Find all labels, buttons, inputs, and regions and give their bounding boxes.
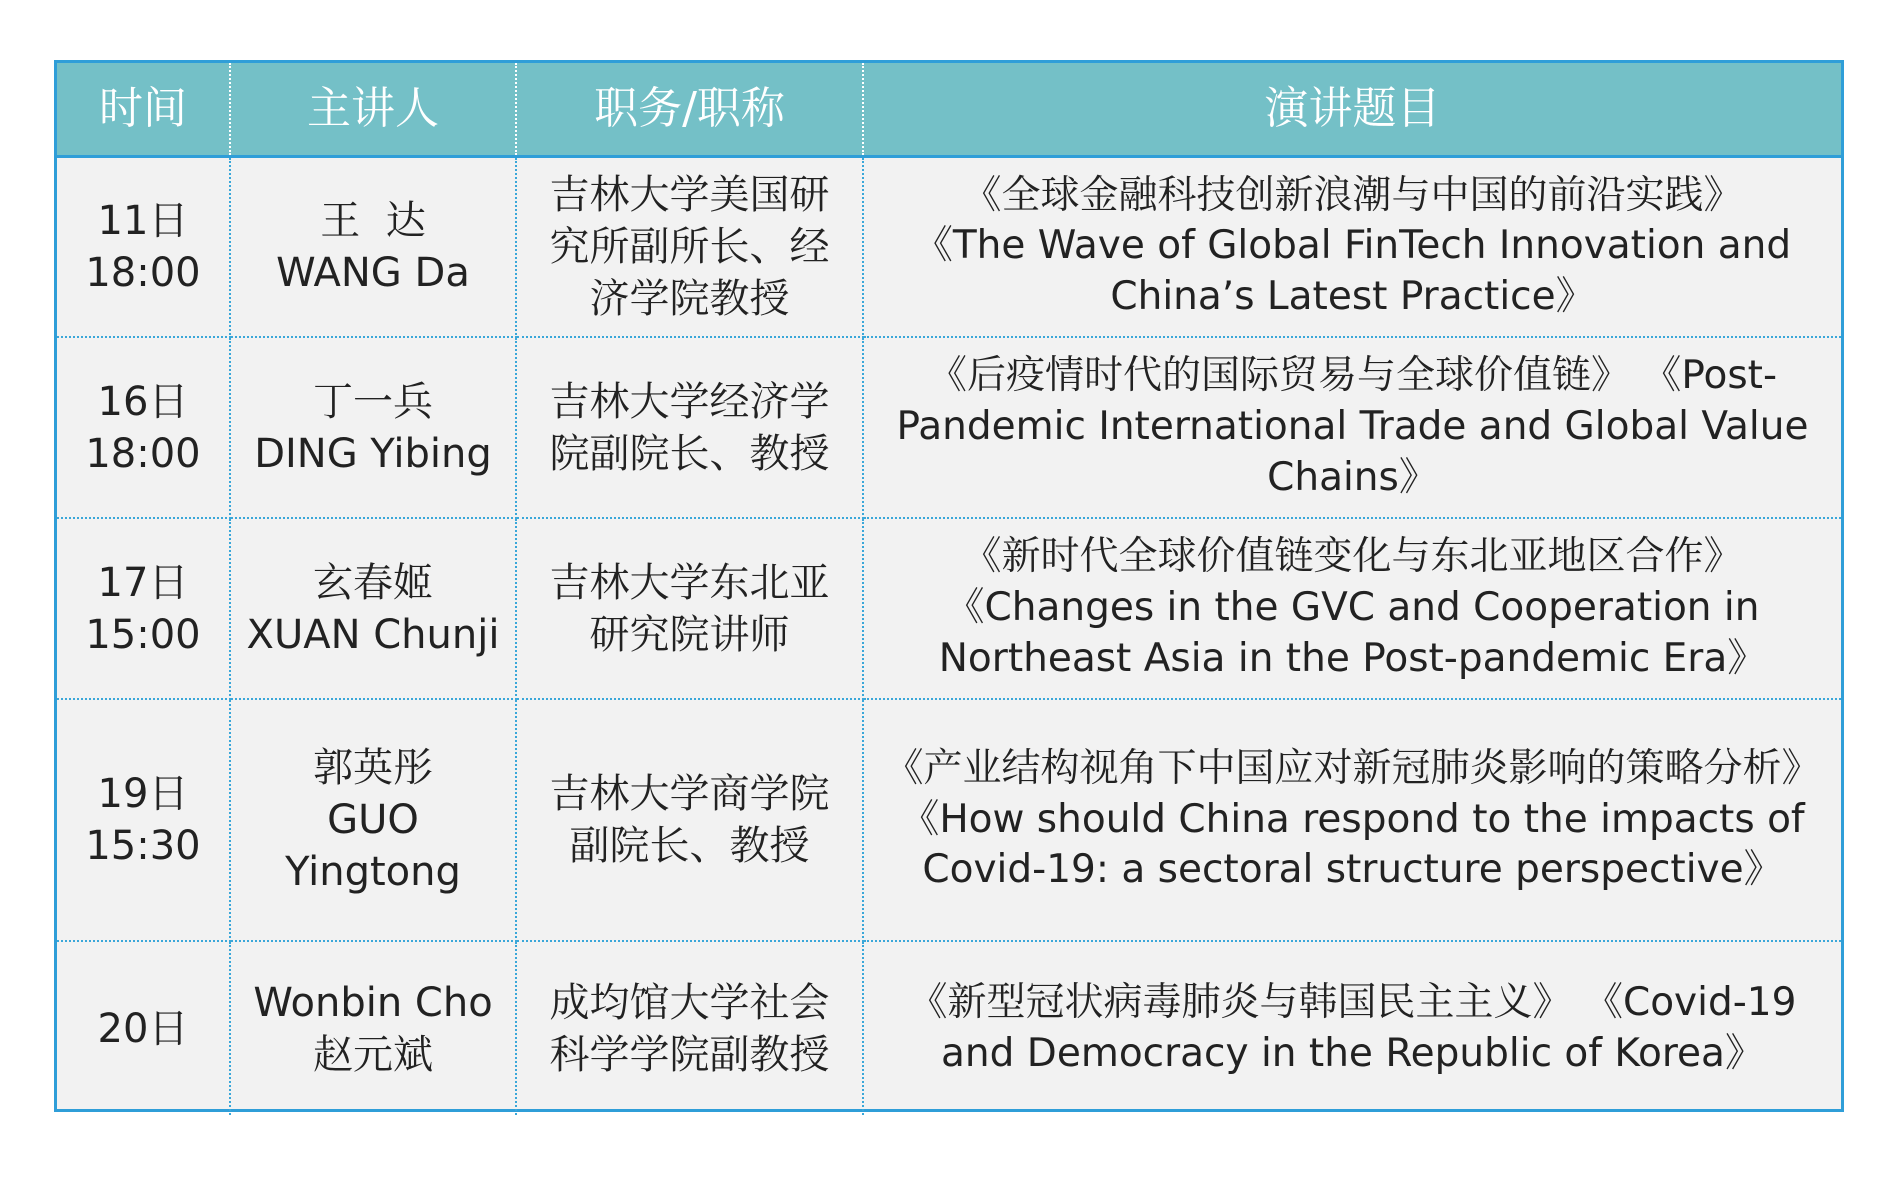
speaker-name-cn: 玄春姬 bbox=[313, 559, 433, 606]
time-text: 15:00 bbox=[85, 611, 201, 658]
position-cell bbox=[516, 699, 863, 941]
speaker-cell bbox=[230, 699, 516, 941]
lecture-schedule-table bbox=[57, 63, 1841, 1115]
topic-cn: 《产业结构视角下中国应对新冠肺炎影响的策略分析》 bbox=[884, 745, 1821, 791]
topic-cell bbox=[863, 941, 1841, 1115]
position-text: 吉林大学东北亚研究院讲师 bbox=[549, 559, 830, 658]
speaker-cell bbox=[230, 156, 516, 337]
topic-cn: 《新时代全球价值链变化与东北亚地区合作》 bbox=[962, 534, 1743, 580]
topic-cn: 《新型冠状病毒肺炎与韩国民主主义》 bbox=[908, 979, 1572, 1025]
topic-en: 《Covid-19 and Democracy in the Republic of Korea》 bbox=[941, 979, 1797, 1076]
date-text: 19日 bbox=[97, 771, 189, 817]
speaker-name-en: Wonbin Cho bbox=[253, 979, 493, 1026]
table-row bbox=[57, 337, 1841, 518]
topic-en: 《The Wave of Global FinTech Innovation and China’s Latest Practice》 bbox=[913, 223, 1792, 320]
time-text: 18:00 bbox=[85, 430, 201, 477]
time-text: 15:30 bbox=[85, 823, 201, 869]
time-cell bbox=[57, 337, 230, 518]
table-row bbox=[57, 699, 1841, 941]
table-header bbox=[57, 63, 1841, 156]
time-cell bbox=[57, 156, 230, 337]
topic-cn: 《后疫情时代的国际贸易与全球价值链》 bbox=[927, 353, 1630, 399]
date-text: 11日 bbox=[97, 197, 189, 244]
position-cell bbox=[516, 518, 863, 699]
position-text: 吉林大学经济学院副院长、教授 bbox=[549, 378, 830, 477]
speaker-name-en: DING Yibing bbox=[254, 430, 492, 477]
speaker-cell bbox=[230, 518, 516, 699]
speaker-name-cn: 丁一兵 bbox=[313, 378, 433, 425]
time-cell bbox=[57, 518, 230, 699]
date-text: 17日 bbox=[97, 559, 189, 606]
speaker-name-en: WANG Da bbox=[276, 249, 470, 296]
speaker-cell bbox=[230, 941, 516, 1115]
topic-cell bbox=[863, 518, 1841, 699]
topic-cell bbox=[863, 156, 1841, 337]
topic-cell bbox=[863, 699, 1841, 941]
time-cell bbox=[57, 941, 230, 1115]
topic-cell bbox=[863, 337, 1841, 518]
speaker-name-en: GUO Yingtong bbox=[285, 797, 461, 895]
date-text: 20日 bbox=[97, 1005, 189, 1052]
position-text: 吉林大学商学院副院长、教授 bbox=[549, 771, 830, 869]
time-cell bbox=[57, 699, 230, 941]
table-row bbox=[57, 156, 1841, 337]
time-text: 18:00 bbox=[85, 249, 201, 296]
speaker-cell bbox=[230, 337, 516, 518]
topic-en: 《How should China respond to the impacts of Covid-19: a sectoral structure perspective》 bbox=[900, 796, 1805, 893]
position-text: 成均馆大学社会科学学院副教授 bbox=[549, 979, 830, 1078]
topic-en: 《Changes in the GVC and Cooperation in Northeast Asia in the Post-pandemic Era》 bbox=[938, 585, 1767, 681]
topic-cn: 《全球金融科技创新浪潮与中国的前沿实践》 bbox=[962, 172, 1743, 218]
position-cell bbox=[516, 156, 863, 337]
schedule-table-frame bbox=[54, 60, 1844, 1112]
topic-en: 《Post-Pandemic International Trade and Global Value Chains》 bbox=[896, 353, 1809, 500]
position-cell bbox=[516, 337, 863, 518]
header-time: 时间 bbox=[57, 63, 230, 156]
header-row bbox=[57, 63, 1841, 156]
date-text: 16日 bbox=[97, 378, 189, 425]
position-text: 吉林大学美国研究所副所长、经济学院教授 bbox=[549, 171, 830, 322]
header-position: 职务/职称 bbox=[516, 63, 863, 156]
table-row bbox=[57, 941, 1841, 1115]
header-speaker: 主讲人 bbox=[230, 63, 516, 156]
speaker-name-cn: 郭英彤 bbox=[313, 745, 433, 791]
position-cell bbox=[516, 941, 863, 1115]
speaker-name-en: XUAN Chunji bbox=[246, 611, 500, 658]
header-topic: 演讲题目 bbox=[863, 63, 1841, 156]
speaker-name-cn: 赵元斌 bbox=[313, 1031, 433, 1078]
speaker-name-cn: 王 达 bbox=[320, 197, 426, 244]
table-body bbox=[57, 156, 1841, 1115]
table-row bbox=[57, 518, 1841, 699]
